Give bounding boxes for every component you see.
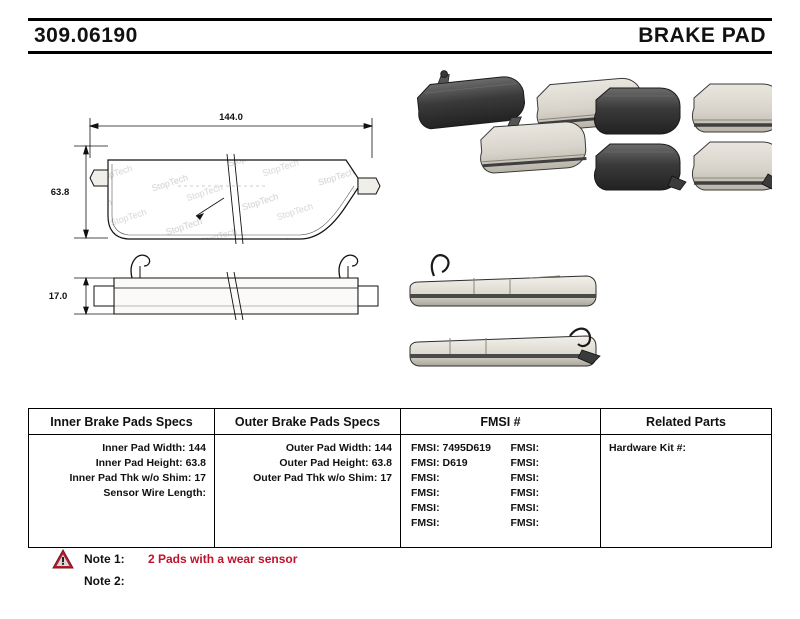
front-view-drawing (51, 112, 380, 244)
part-number: 309.06190 (34, 24, 138, 47)
spec-row (29, 471, 214, 486)
outer-pad-height-value: 63.8 (371, 457, 392, 469)
spec-row (215, 471, 400, 486)
outer-pad-column (215, 409, 401, 547)
outer-pad-width-label: Outer Pad Width: (285, 442, 372, 454)
spec-row (215, 456, 400, 471)
inner-pad-height-label: Inner Pad Height: (95, 457, 183, 469)
fmsi-header: FMSI # (401, 409, 600, 435)
warning-triangle-icon (52, 548, 74, 570)
inner-pad-height-value: 63.8 (185, 457, 206, 469)
inner-pad-header: Inner Brake Pads Specs (29, 409, 214, 435)
note-1-label: Note 1: (84, 552, 125, 566)
svg-text:144.0: 144.0 (219, 112, 243, 123)
spec-row (29, 441, 214, 456)
fmsi-entry: FMSI: (510, 442, 540, 454)
hardware-kit-label: Hardware Kit #: (609, 442, 687, 454)
fmsi-entry: FMSI: (510, 472, 540, 484)
outer-pad-height-label: Outer Pad Height: (279, 457, 369, 469)
outer-pad-body (215, 435, 400, 547)
inner-pad-width-label: Inner Pad Width: (102, 442, 186, 454)
fmsi-entry: FMSI: (411, 472, 440, 484)
related-parts-column (601, 409, 771, 547)
spec-row (215, 441, 400, 456)
inner-pad-thickness-label: Inner Pad Thk w/o Shim: (69, 472, 192, 484)
related-parts-header: Related Parts (601, 409, 771, 435)
outer-pad-thickness-label: Outer Pad Thk w/o Shim: (253, 472, 378, 484)
inner-pad-column (29, 409, 215, 547)
fmsi-entry: FMSI: (510, 457, 540, 469)
spec-table (28, 408, 772, 548)
fmsi-entry: FMSI: (411, 517, 440, 529)
related-parts-body (601, 435, 771, 547)
outer-pad-width-value: 144 (374, 442, 392, 454)
svg-text:17.0: 17.0 (48, 291, 68, 302)
technical-drawing (28, 66, 772, 386)
fmsi-entry: FMSI: (411, 487, 440, 499)
pad-photo-side-profiles (410, 255, 600, 366)
note-row-1 (52, 548, 472, 570)
inner-pad-thickness-value: 17 (194, 472, 206, 484)
page-title: BRAKE PAD (638, 24, 766, 47)
fmsi-left-list (401, 441, 501, 539)
fmsi-column (401, 409, 601, 547)
document-header (28, 18, 772, 54)
sensor-wire-length-label: Sensor Wire Length: (103, 487, 206, 499)
fmsi-body (401, 435, 600, 547)
outer-pad-thickness-value: 17 (380, 472, 392, 484)
inner-pad-width-value: 144 (188, 442, 206, 454)
fmsi-entry: FMSI: (510, 487, 540, 499)
fmsi-entry: FMSI: D619 (411, 457, 468, 469)
spec-row (29, 456, 214, 471)
fmsi-entry: FMSI: 7495D619 (411, 442, 491, 454)
note-row-2 (52, 570, 472, 592)
fmsi-entry: FMSI: (411, 502, 440, 514)
note-2-label: Note 2: (84, 574, 125, 588)
outer-pad-header: Outer Brake Pads Specs (215, 409, 400, 435)
side-view-drawing (49, 255, 378, 320)
fmsi-right-list (501, 441, 601, 539)
fmsi-entry: FMSI: (510, 502, 540, 514)
pad-photo-group-right (594, 84, 772, 190)
svg-text:63.8: 63.8 (50, 187, 70, 198)
notes-section (52, 548, 472, 592)
inner-pad-body (29, 435, 214, 547)
note-1-text: 2 Pads with a wear sensor (148, 552, 298, 566)
spec-row (29, 486, 214, 501)
fmsi-entry: FMSI: (510, 517, 540, 529)
